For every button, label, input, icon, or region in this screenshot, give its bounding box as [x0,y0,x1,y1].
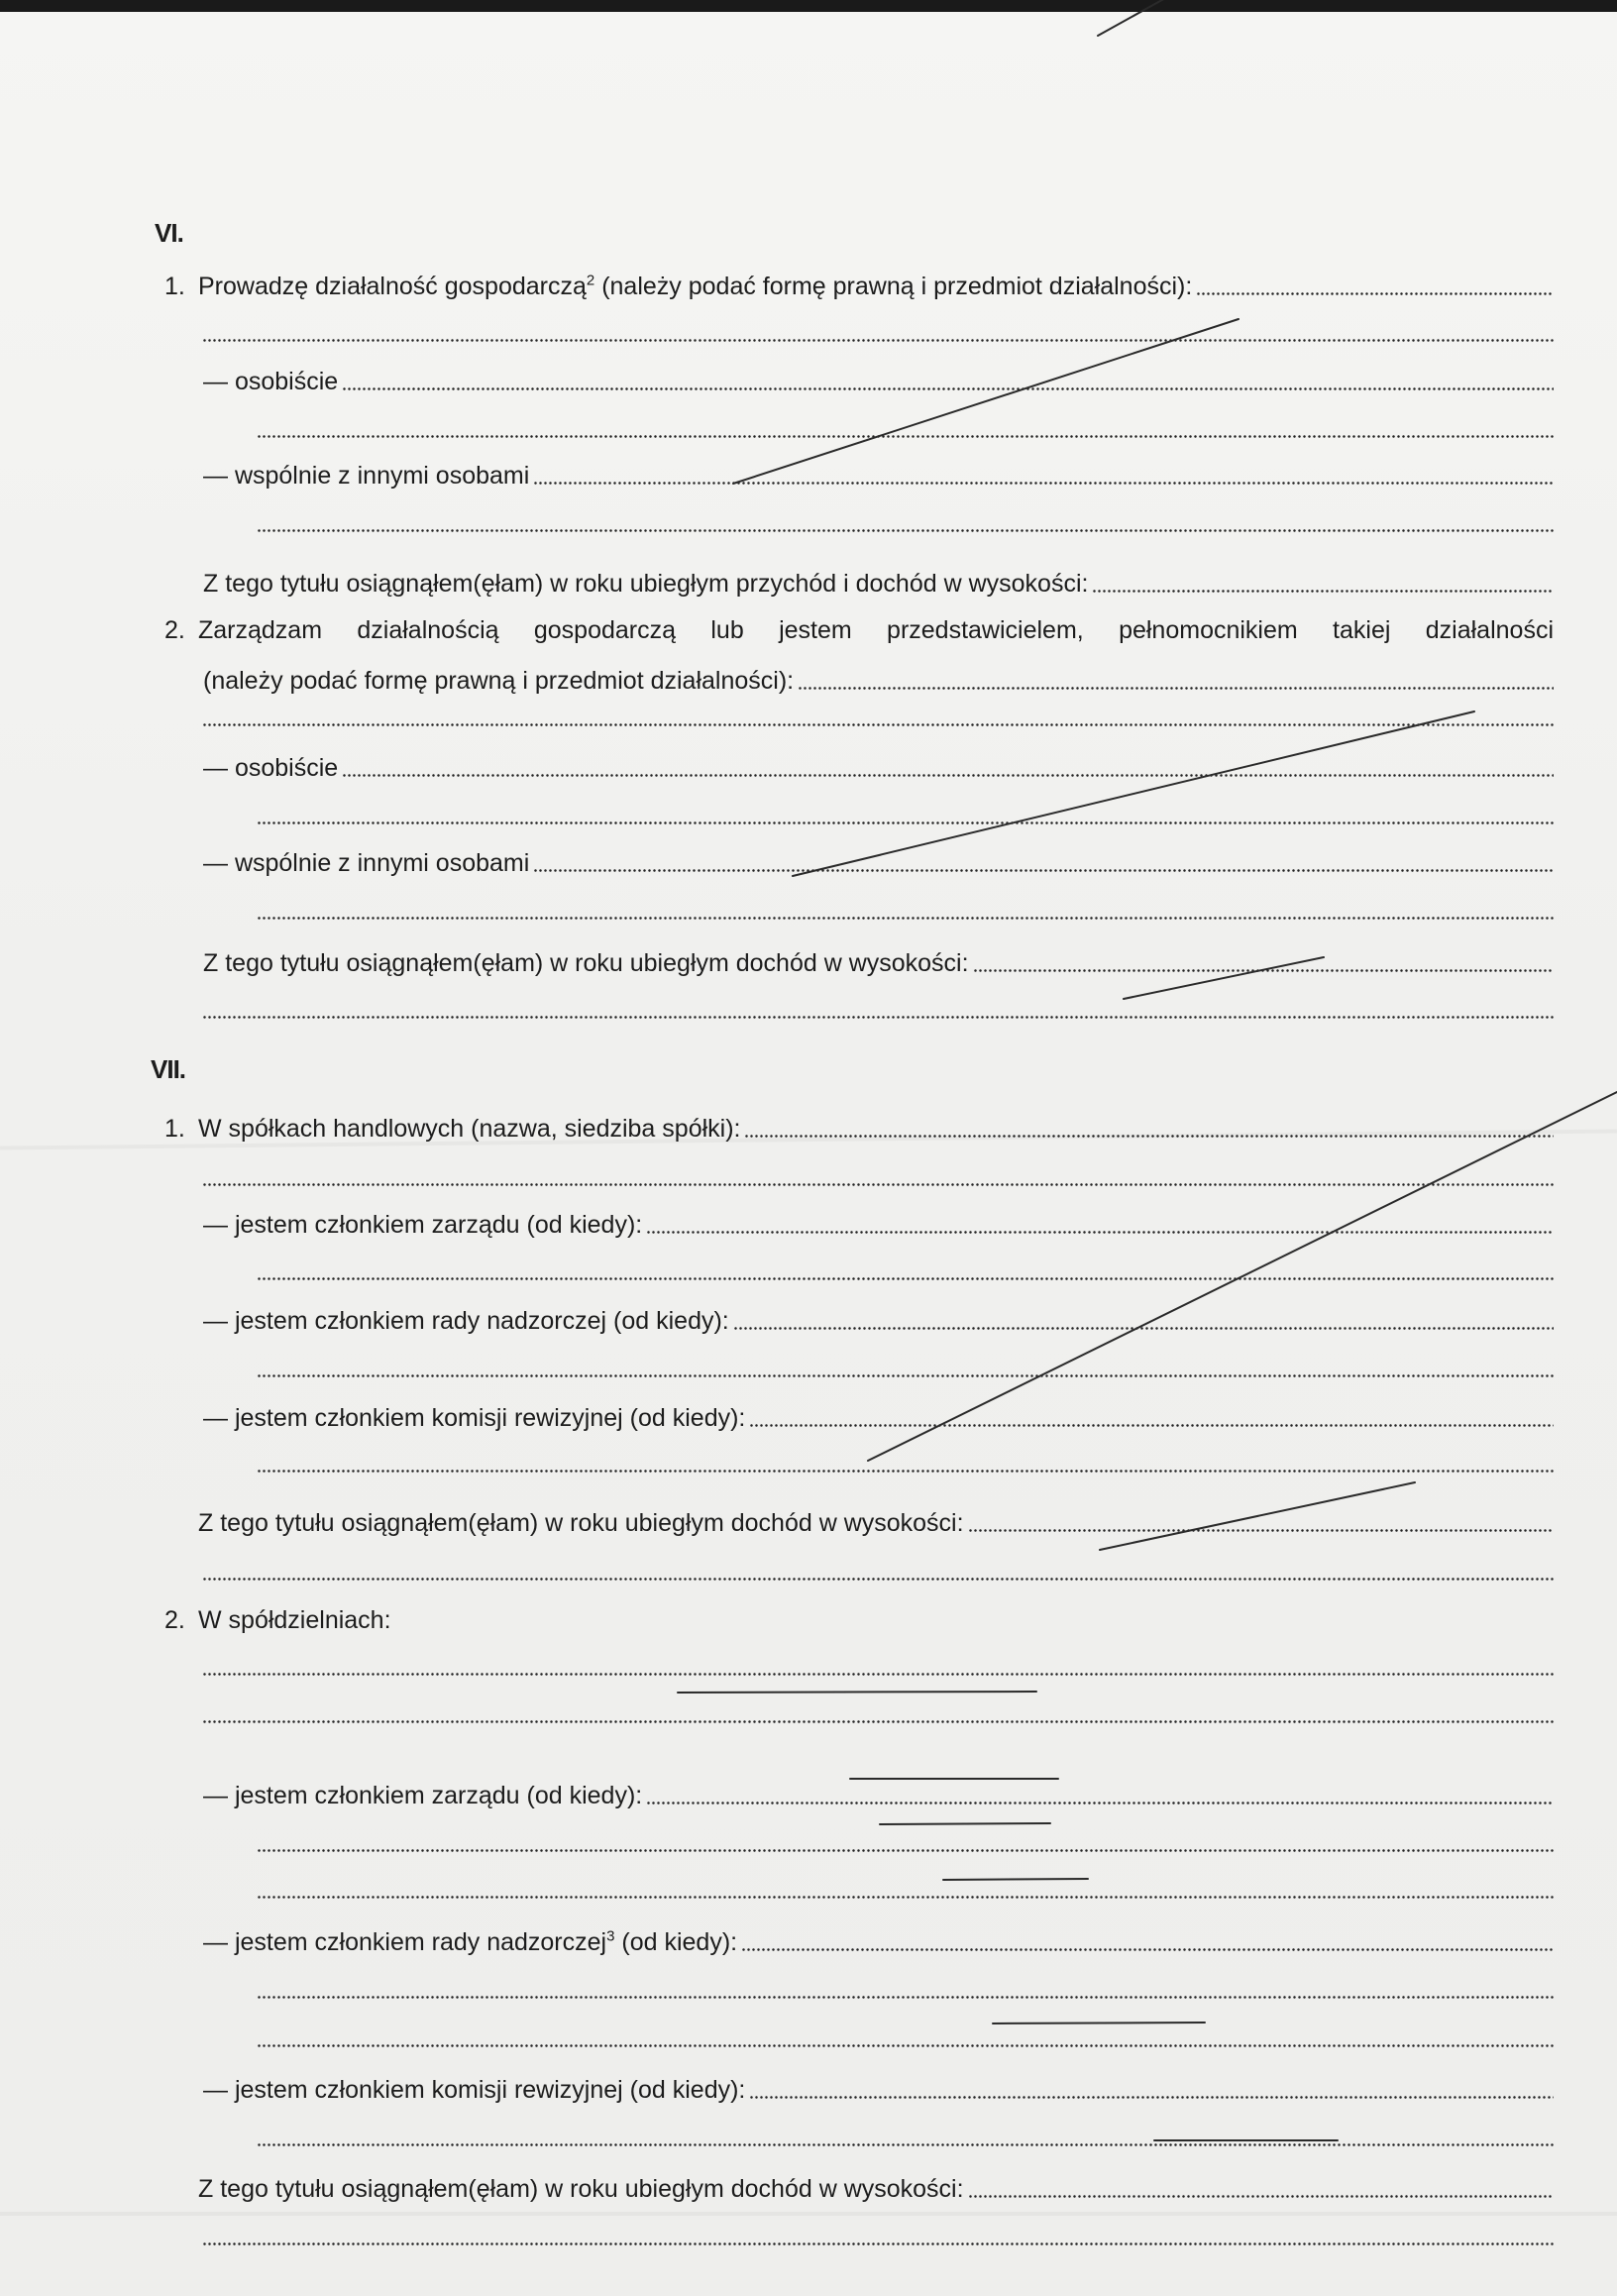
fill-line[interactable] [342,387,1554,390]
fill-line[interactable] [342,774,1554,777]
vi-2-personal-blank[interactable] [253,785,1554,832]
vi-2-text-line1: Zarządzam działalnością gospodarczą lub jestem przedstawicielem, pełnomocnikiem takiej działalności [198,616,1554,644]
vii-2-supervisory-line [203,1912,1554,1959]
vi-2-line1 [164,600,1554,647]
vii-2-income-line [198,2158,1554,2206]
fill-line[interactable] [257,1277,1554,1280]
vii-2-audit-label: — jestem członkiem komisji rewizyjnej (od kiedy): [203,2076,746,2104]
vii-2-income-blank[interactable] [198,2206,1554,2253]
vi-2-personal-label: — osobiście [203,754,339,782]
fill-line[interactable] [968,1529,1554,1532]
fill-line[interactable] [257,1374,1554,1377]
fill-line[interactable] [968,2195,1554,2198]
fill-line[interactable] [257,1470,1554,1473]
fill-line[interactable] [1196,292,1554,295]
vi-2-text-line2: (należy podać formę prawną i przedmiot działalności): [203,667,795,695]
footnote-mark: 2 [586,272,595,289]
vii-1-income-label: Z tego tytułu osiągnąłem(ęłam) w roku ubiegłym dochód w wysokości: [198,1509,964,1537]
fill-line[interactable] [749,2096,1554,2099]
fill-line[interactable] [257,2044,1554,2047]
vii-2-line [164,1589,1554,1637]
vii-2-board-blank[interactable] [253,1812,1554,1860]
fill-line[interactable] [733,1327,1554,1330]
fill-line[interactable] [1092,590,1554,593]
fill-line[interactable] [257,1849,1554,1852]
fill-line[interactable] [202,723,1554,726]
vii-2-audit-blank[interactable] [253,2107,1554,2154]
vii-1-supervisory-blank[interactable] [253,1338,1554,1385]
vi-2-income-blank[interactable] [198,979,1554,1027]
scan-top-edge [0,0,1617,12]
vi-1-line [164,256,1554,303]
vii-2-supervisory-blank[interactable] [253,2008,1554,2055]
vi-1-income-line [203,553,1554,601]
section-vii-heading: VII. [151,1054,186,1084]
fill-line[interactable] [202,2242,1554,2245]
fill-line[interactable] [257,1896,1554,1899]
item-number: 2. [164,616,185,644]
vii-2-income-label: Z tego tytułu osiągnąłem(ęłam) w roku ubiegłym dochód w wysokości: [198,2175,964,2203]
vii-2-audit-line [203,2059,1554,2107]
fill-line[interactable] [257,2143,1554,2146]
vii-1-board-label: — jestem członkiem zarządu (od kiedy): [203,1211,643,1239]
vii-1-audit-blank[interactable] [253,1433,1554,1480]
vii-2-board-blank[interactable] [253,1859,1554,1907]
fill-line[interactable] [646,1802,1554,1804]
vii-1-income-blank[interactable] [198,1541,1554,1588]
vii-1-line [164,1098,1554,1146]
fill-line[interactable] [257,529,1554,532]
vi-1-text: Prowadzę działalność gospodarczą [198,273,587,300]
vii-2-text: W spółdzielniach: [198,1606,391,1634]
vii-1-text: W spółkach handlowych (nazwa, siedziba spółki): [198,1115,741,1143]
item-number: 1. [164,273,185,300]
vi-1-text-after: (należy podać formę prawną i przedmiot działalności): [594,273,1193,300]
vii-1-board-blank[interactable] [253,1241,1554,1288]
fill-line[interactable] [257,435,1554,438]
vii-2-supervisory-label: — jestem członkiem rady nadzorczej [203,1928,607,1956]
vi-2-income-label: Z tego tytułu osiągnąłem(ęłam) w roku ubiegłym dochód w wysokości: [203,949,969,977]
fill-line[interactable] [202,1720,1554,1723]
vii-2-blank-line[interactable] [198,1636,1554,1684]
fill-line[interactable] [202,1183,1554,1186]
vi-2-joint-label: — wspólnie z innymi osobami [203,849,530,877]
fill-line[interactable] [741,1948,1554,1951]
fill-line[interactable] [744,1135,1554,1138]
vii-1-supervisory-line [203,1290,1554,1338]
vi-1-personal-blank[interactable] [253,398,1554,446]
footnote-mark: 3 [606,1927,615,1945]
item-number: 2. [164,1606,185,1634]
section-vi-heading: VI. [155,218,183,248]
fill-line[interactable] [257,917,1554,920]
vii-1-blank-line[interactable] [198,1147,1554,1194]
vi-2-joint-blank[interactable] [253,880,1554,928]
vii-2-blank-line[interactable] [198,1684,1554,1731]
fill-line[interactable] [533,482,1554,485]
fill-line[interactable] [257,821,1554,824]
fill-line[interactable] [202,1578,1554,1581]
vii-1-supervisory-label: — jestem członkiem rady nadzorczej (od kiedy): [203,1307,729,1335]
fill-line[interactable] [257,1996,1554,1999]
vi-2-blank-line[interactable] [198,687,1554,734]
vi-1-income-label: Z tego tytułu osiągnąłem(ęłam) w roku ubiegłym przychód i dochód w wysokości: [203,570,1089,598]
vi-1-joint-line [203,445,1554,492]
fill-line[interactable] [202,1016,1554,1019]
vi-2-personal-line [203,737,1554,785]
item-number: 1. [164,1115,185,1143]
fill-line[interactable] [973,969,1554,972]
vii-2-supervisory-blank[interactable] [253,1959,1554,2007]
fill-line[interactable] [202,1673,1554,1676]
vii-2-board-label: — jestem członkiem zarządu (od kiedy): [203,1782,643,1809]
fill-line[interactable] [646,1231,1554,1234]
vii-2-board-line [203,1765,1554,1812]
fill-line[interactable] [202,339,1554,342]
vi-1-joint-label: — wspólnie z innymi osobami [203,462,530,490]
vii-1-audit-line [203,1387,1554,1435]
vii-1-income-line [198,1492,1554,1540]
vi-1-blank-line[interactable] [198,302,1554,350]
vi-2-joint-line [203,832,1554,880]
fill-line[interactable] [533,869,1554,872]
vii-1-audit-label: — jestem członkiem komisji rewizyjnej (od kiedy): [203,1404,746,1432]
vi-1-joint-blank[interactable] [253,492,1554,540]
vi-2-income-line [203,932,1554,980]
vii-2-supervisory-after: (od kiedy): [614,1928,738,1956]
vi-1-personal-label: — osobiście [203,368,339,395]
fill-line[interactable] [749,1424,1554,1427]
vii-1-board-line [203,1194,1554,1242]
vi-1-personal-line [203,351,1554,398]
